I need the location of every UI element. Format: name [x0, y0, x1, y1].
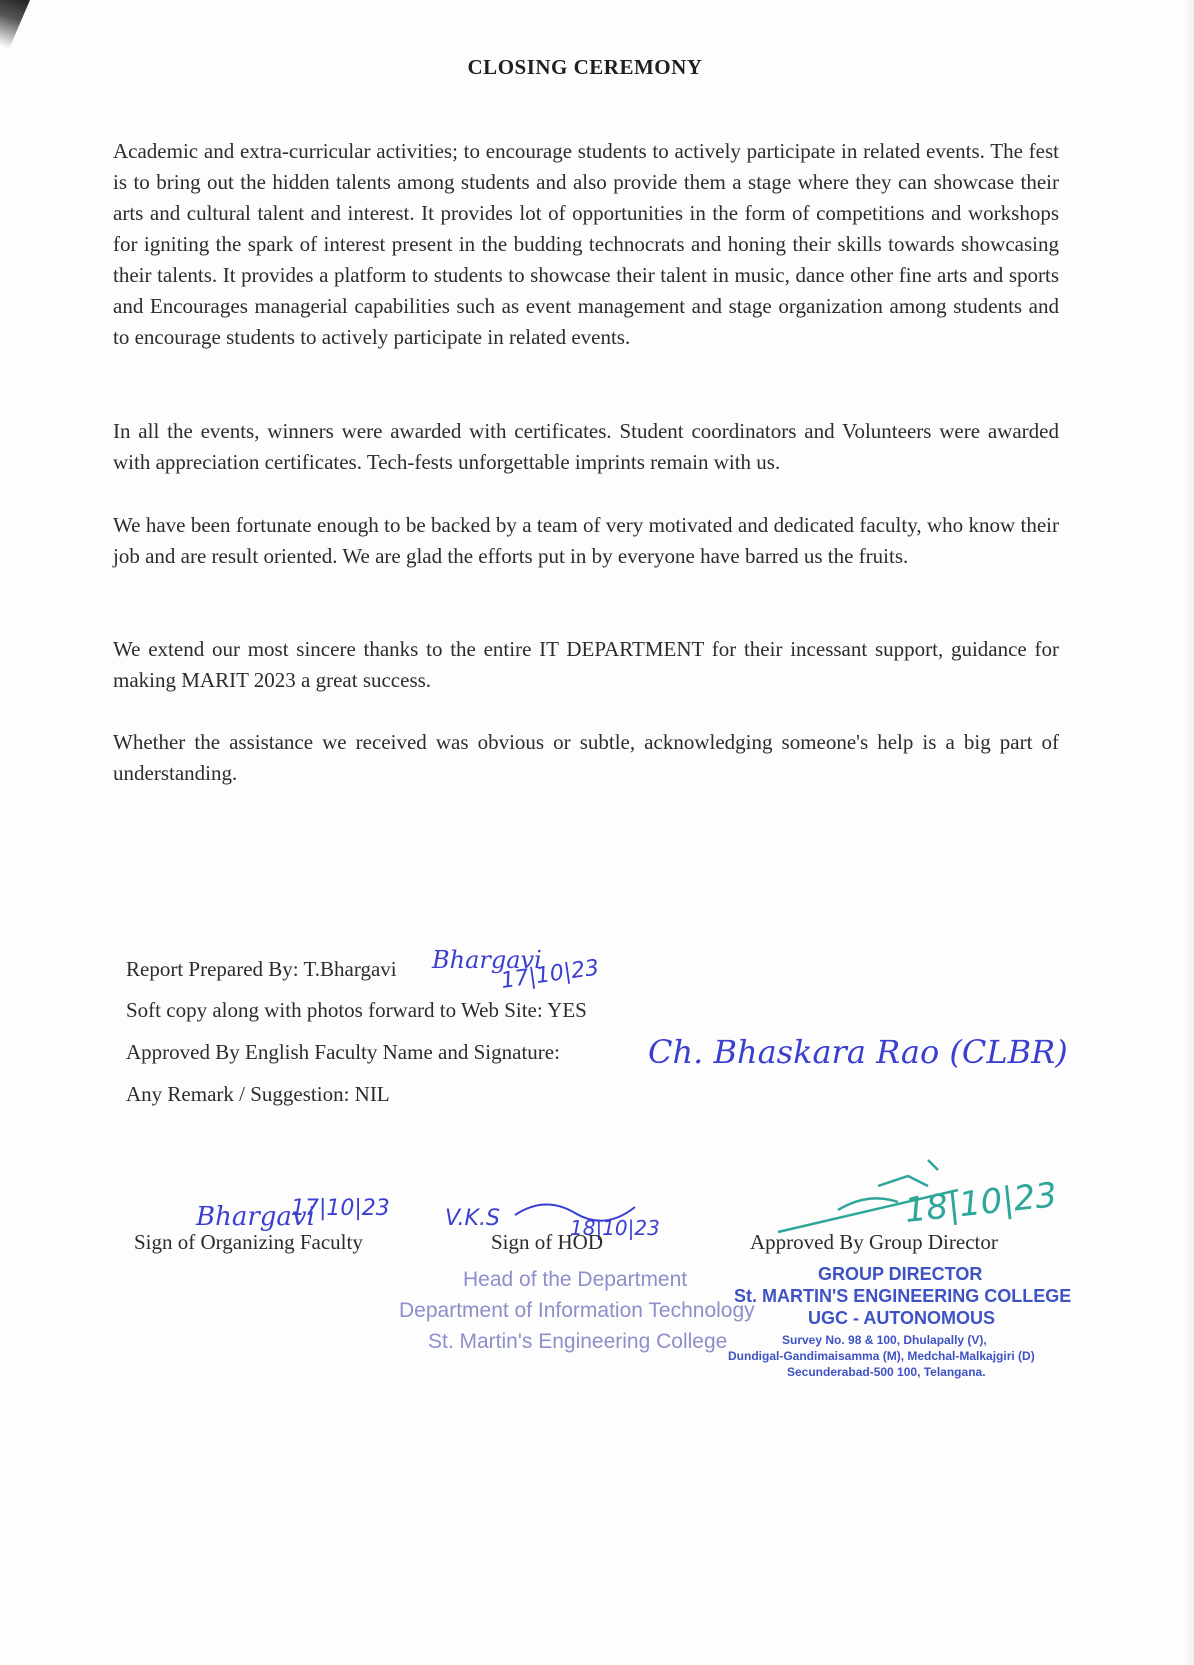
paragraph-3: We have been fortunate enough to be backed by a team of very motivated and dedicated faculty, who know their job and are result oriented. We are glad the efforts put in by everyone have barred us the fruits. — [113, 513, 1059, 568]
director-stamp-line-1: GROUP DIRECTOR — [818, 1264, 983, 1284]
director-stamp-line-2: St. MARTIN'S ENGINEERING COLLEGE — [734, 1286, 1072, 1306]
scan-edge-shadow — [1184, 0, 1194, 1665]
svg-text:V.K.S: V.K.S — [445, 1206, 500, 1231]
svg-text:17|10|23: 17|10|23 — [499, 955, 601, 994]
svg-text:Bhargavi: Bhargavi — [196, 1202, 315, 1232]
english-faculty-signature — [648, 1025, 1098, 1095]
svg-text:17|10|23: 17|10|23 — [291, 1196, 390, 1221]
svg-text:18|10|23: 18|10|23 — [570, 1216, 660, 1240]
director-stamp-line-4: Survey No. 98 & 100, Dhulapally (V), — [782, 1333, 987, 1347]
director-signature — [778, 1150, 1068, 1240]
director-stamp-line-6: Secunderabad-500 100, Telangana. — [787, 1365, 986, 1379]
approved-by-english-faculty: Approved By English Faculty Name and Signature: — [126, 1040, 560, 1064]
remark-line: Any Remark / Suggestion: NIL — [126, 1082, 390, 1106]
page-title: CLOSING CEREMONY — [467, 55, 703, 79]
svg-text:18|10|23: 18|10|23 — [902, 1175, 1059, 1231]
approved-group-director-label: Approved By Group Director — [750, 1230, 998, 1254]
prepared-by-signature — [432, 936, 602, 996]
hod-stamp-line-3: St. Martin's Engineering College — [428, 1330, 728, 1353]
paragraph-5: Whether the assistance we received was obvious or subtle, acknowledging someone's help is a big part of understanding. — [113, 730, 1059, 785]
director-stamp-line-5: Dundigal-Gandimaisamma (M), Medchal-Malkajgiri (D) — [728, 1349, 1035, 1363]
svg-text:Bhargavi: Bhargavi — [432, 946, 542, 974]
paragraph-4: We extend our most sincere thanks to the entire IT DEPARTMENT for their incessant support, guidance for making MARIT 2023 a great success. — [113, 637, 1059, 692]
sign-hod-label: Sign of HOD — [491, 1230, 604, 1254]
svg-text:Ch. Bhaskara Rao (CLBR): Ch. Bhaskara Rao (CLBR) — [648, 1033, 1068, 1071]
paragraph-1: Academic and extra-curricular activities; to encourage students to actively participate in related events. The fest is to bring out the hidden talents among students and also provide them a stage where they can showcase their arts and cultural talent and interest. It provides lot of opportunities in the form of competitions and workshops for igniting the spark of interest present in the budding technocrats and honing their skills towards showcasing their talents. It provides a platform to students to showcase their talent in music, dance other fine arts and sports and Encourages managerial capabilities such as event management and stage organization among students and to encourage students to actively participate in related events. — [113, 139, 1059, 349]
sign-organizing-faculty-label: Sign of Organizing Faculty — [134, 1230, 363, 1254]
report-prepared-by: Report Prepared By: T.Bhargavi — [126, 957, 397, 981]
hod-stamp-line-2: Department of Information Technology — [399, 1299, 755, 1322]
soft-copy-line: Soft copy along with photos forward to Web Site: YES — [126, 998, 587, 1022]
director-stamp-line-3: UGC - AUTONOMOUS — [808, 1308, 995, 1328]
hod-stamp-line-1: Head of the Department — [463, 1268, 688, 1291]
paragraph-2: In all the events, winners were awarded with certificates. Student coordinators and Volunteers were awarded with appreciation certificates. Tech-fests unforgettable imprints remain with us. — [113, 419, 1059, 474]
